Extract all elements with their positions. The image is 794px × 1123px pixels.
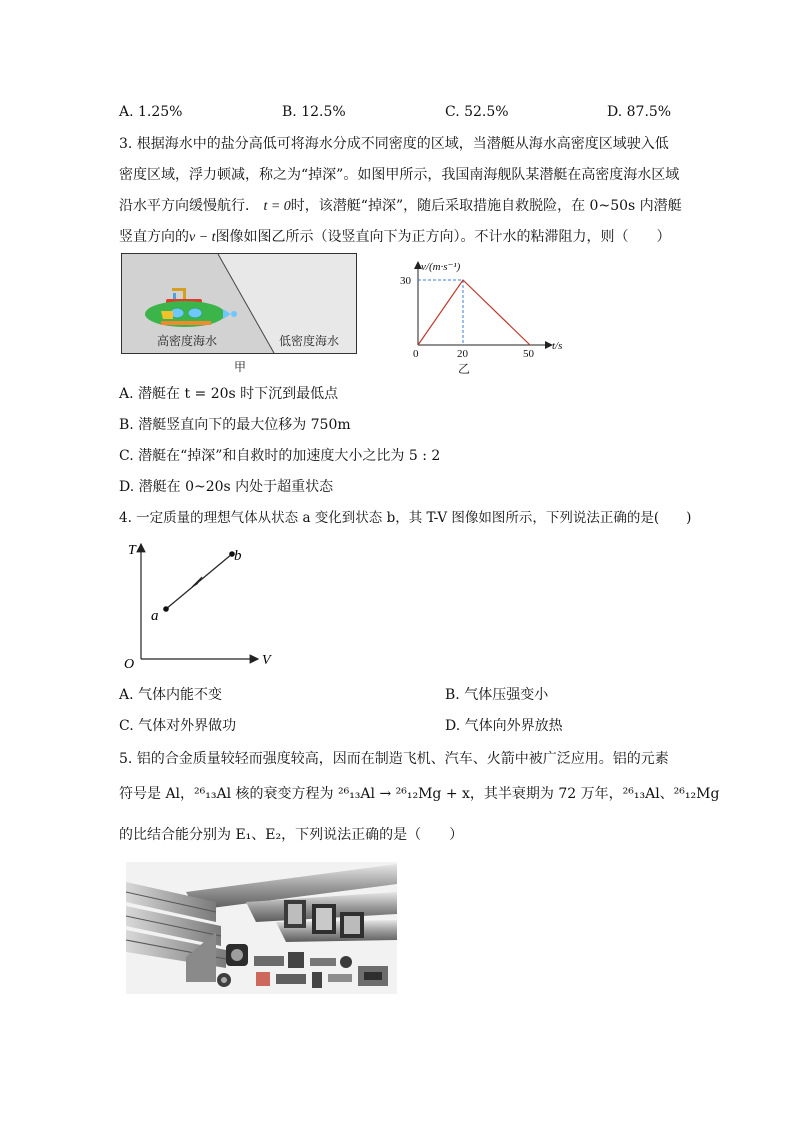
q3-stem-line-3b: 时，该潜艇“掉深”，随后采取措施自救脱险，在 0~50s 内潜艇 <box>290 198 682 214</box>
aluminum-profiles-photo <box>126 862 397 994</box>
q3-jia-high-label: 高密度海水 <box>157 334 218 348</box>
q3-vt: v − t <box>189 230 216 245</box>
q2-option-a: A. 1.25% <box>119 104 183 120</box>
q3-yi-y30: 30 <box>400 275 411 287</box>
q3-yi-vt-line <box>418 280 530 345</box>
q4-tv-graph <box>118 538 278 672</box>
q3-yi-xlabel: t/s <box>552 340 563 352</box>
q3-stem-line-3a: 沿水平方向缓慢航行． <box>119 198 259 214</box>
q4-stem: 4. 一定质量的理想气体从状态 a 变化到状态 b，其 T-V 图像如图所示，下列说法正确的是( ) <box>119 510 692 526</box>
q4-label-a: a <box>151 608 159 624</box>
q3-stem-line-4b: 图像如图乙所示（设竖直向下为正方向）。不计水的粘滞阻力，则（ ） <box>215 229 671 245</box>
q3-stem-line-1: 3. 根据海水中的盐分高低可将海水分成不同密度的区域，当潜艇从海水高密度区域驶入低 <box>119 136 669 152</box>
q3-stem-line-2: 密度区域，浮力顿减，称之为“掉深”。如图甲所示，我国南海舰队某潜艇在高密度海水区域 <box>119 167 680 183</box>
q3-stem-line-4 <box>119 227 671 248</box>
q5-line-1: 5. 铝的合金质量较轻而强度较高，因而在制造飞机、汽车、火箭中被广泛应用。铝的元素 <box>119 751 669 767</box>
q3-figure-yi <box>390 255 590 377</box>
q3-stem-line-4a: 竖直方向的 <box>119 229 189 245</box>
q4-direction-arrow <box>192 577 202 587</box>
q2-option-d: D. 87.5% <box>607 104 672 120</box>
q3-option-a: A. 潜艇在 t = 20s 时下沉到最低点 <box>119 386 339 402</box>
q3-yi-x0: 0 <box>413 348 419 360</box>
q4-option-a: A. 气体内能不变 <box>119 687 223 703</box>
q4-label-T: T <box>128 543 136 558</box>
q3-figure-jia <box>121 253 357 377</box>
q3-option-b: B. 潜艇竖直向下的最大位移为 750m <box>119 417 351 433</box>
q3-jia-low-label: 低密度海水 <box>279 334 340 348</box>
q3-yi-x50: 50 <box>523 348 534 360</box>
q4-point-a <box>163 606 169 612</box>
q4-label-b: b <box>234 548 242 564</box>
q3-jia-caption: 甲 <box>234 360 247 374</box>
q4-option-c: C. 气体对外界做功 <box>119 718 237 734</box>
q4-option-b: B. 气体压强变小 <box>445 687 549 703</box>
q3-t0: t = 0 <box>263 199 291 214</box>
q2-option-c: C. 52.5% <box>445 104 509 120</box>
q3-yi-caption: 乙 <box>458 362 471 376</box>
q3-option-c: C. 潜艇在“掉深”和自救时的加速度大小之比为 5 : 2 <box>119 448 441 464</box>
q3-option-d: D. 潜艇在 0~20s 内处于超重状态 <box>119 479 334 495</box>
q3-stem-line-3 <box>119 196 682 217</box>
q5-line-3: 的比结合能分别为 E₁、E₂，下列说法正确的是（ ） <box>119 827 464 843</box>
q3-yi-x20: 20 <box>457 348 468 360</box>
q4-option-d: D. 气体向外界放热 <box>445 718 563 734</box>
q3-yi-ylabel: v/(m·s⁻¹) <box>421 261 461 273</box>
q5-line-2: 符号是 Al，²⁶₁₃Al 核的衰变方程为 ²⁶₁₃Al → ²⁶₁₂Mg + x，其半衰期为 72 万年，²⁶₁₃Al、²⁶₁₂Mg <box>119 786 720 802</box>
q4-label-O: O <box>124 657 135 672</box>
q2-option-b: B. 12.5% <box>282 104 346 120</box>
q4-label-V: V <box>262 653 271 668</box>
